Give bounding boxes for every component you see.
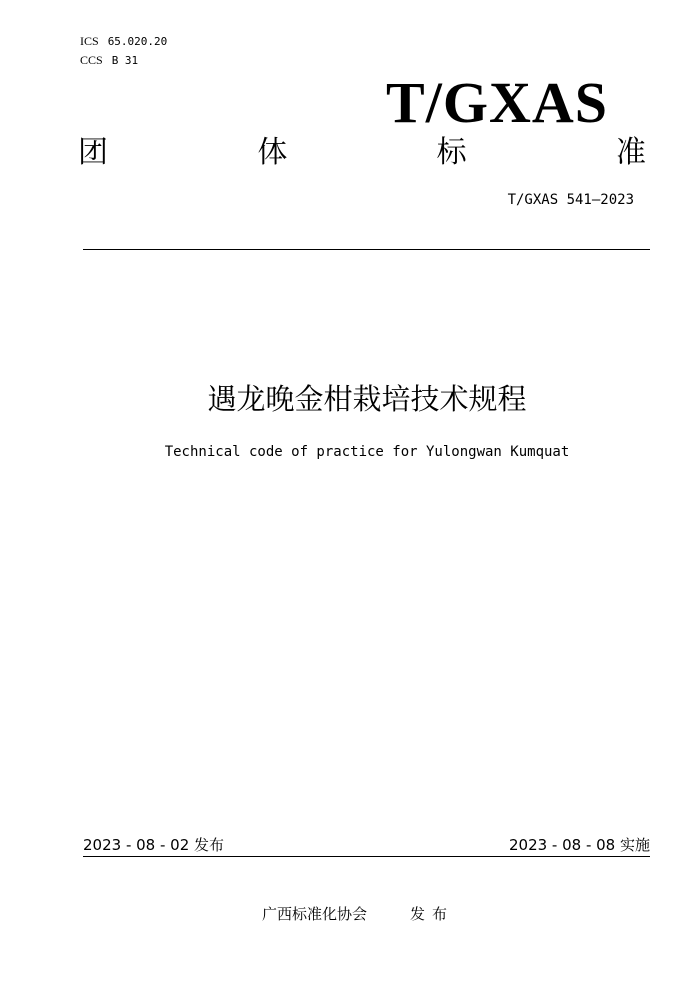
standard-type-char: 体: [257, 135, 288, 170]
ccs-label: CCS: [80, 53, 103, 67]
ics-label: ICS: [80, 34, 99, 48]
ics-code: [80, 34, 167, 49]
document-title-en: Technical code of practice for Yulongwan Kumquat: [164, 444, 570, 460]
implementation-date: 2023 - 08 - 08 实施: [508, 836, 650, 854]
ics-value: 65.020.20: [107, 35, 168, 48]
bottom-divider: [83, 856, 650, 857]
document-title-cn: 遇龙晚金柑栽培技术规程: [207, 382, 527, 416]
standard-type-char: 团: [78, 135, 108, 170]
issue-date: 2023 - 08 - 02 发布: [83, 836, 225, 854]
ccs-code: [80, 53, 138, 68]
standard-number: T/GXAS 541—2023: [507, 192, 634, 208]
top-divider: [83, 249, 650, 250]
standard-type-char: 准: [615, 135, 646, 170]
standard-logo: T/GXAS: [386, 70, 608, 135]
publisher-name: 广西标准化协会: [262, 905, 368, 923]
ccs-value: B 31: [111, 54, 139, 67]
standard-type: [78, 134, 646, 172]
standard-type-char: 标: [436, 135, 467, 170]
publish-label: 发布: [410, 905, 455, 923]
